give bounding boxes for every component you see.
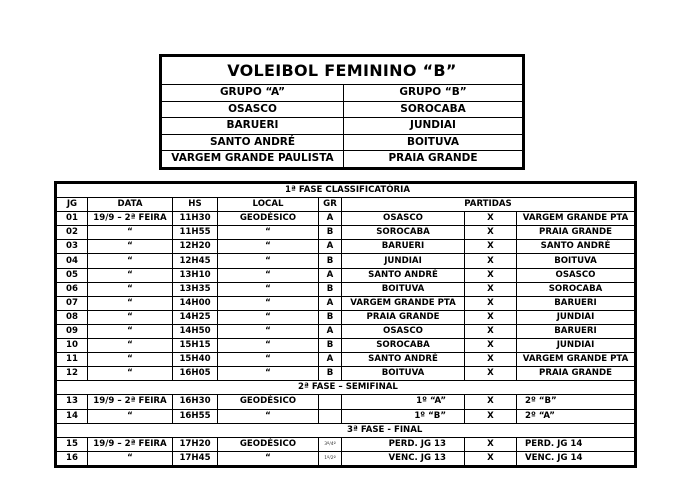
match-local: “ (218, 367, 319, 381)
match-row (56, 226, 636, 240)
match-team1: VENC. JG 13 (342, 451, 465, 466)
match-jg: 10 (56, 339, 88, 353)
match-jg: 09 (56, 324, 88, 338)
match-data: “ (88, 296, 173, 310)
match-vs: X (465, 282, 517, 296)
group-b-team: BOITUVA (344, 134, 524, 151)
match-hs: 13H35 (173, 282, 218, 296)
match-row (56, 268, 636, 282)
match-row (56, 324, 636, 338)
group-a-team: BARUERI (161, 118, 344, 135)
match-team1: JUNDIAI (342, 254, 465, 268)
match-jg: 14 (56, 409, 88, 423)
match-hs: 16H30 (173, 395, 218, 409)
match-team2: VENC. JG 14 (517, 451, 636, 466)
header-data: DATA (88, 198, 173, 212)
match-data: “ (88, 310, 173, 324)
match-team2: 2º “A” (517, 409, 636, 423)
match-gr: B (319, 339, 342, 353)
match-hs: 11H30 (173, 212, 218, 226)
match-local: “ (218, 409, 319, 423)
match-team1: VARGEM GRANDE PTA (342, 296, 465, 310)
match-gr: B (319, 282, 342, 296)
match-hs: 15H40 (173, 353, 218, 367)
match-vs: X (465, 437, 517, 451)
match-team1: BOITUVA (342, 367, 465, 381)
match-data: “ (88, 409, 173, 423)
match-team2: PERD. JG 14 (517, 437, 636, 451)
group-b-team: SOROCABA (344, 101, 524, 118)
group-b-header: GRUPO “B” (344, 85, 524, 102)
header-gr: GR (319, 198, 342, 212)
match-team2: 2º “B” (517, 395, 636, 409)
group-a-team: OSASCO (161, 101, 344, 118)
match-row (56, 254, 636, 268)
phase-title-row (56, 183, 636, 198)
header-jg: JG (56, 198, 88, 212)
match-gr: B (319, 226, 342, 240)
match-hs: 16H05 (173, 367, 218, 381)
match-hs: 17H45 (173, 451, 218, 466)
groups-title: VOLEIBOL FEMININO “B” (161, 56, 524, 85)
match-vs: X (465, 395, 517, 409)
match-jg: 12 (56, 367, 88, 381)
match-gr: 3º/4º (319, 437, 342, 451)
phase-title-cell (56, 423, 636, 437)
match-team1: PERD. JG 13 (342, 437, 465, 451)
match-hs: 14H00 (173, 296, 218, 310)
match-gr: 1º/2º (319, 451, 342, 466)
match-jg: 15 (56, 437, 88, 451)
header-partidas: PARTIDAS (342, 198, 636, 212)
match-hs: 17H20 (173, 437, 218, 451)
match-team2: VARGEM GRANDE PTA (517, 212, 636, 226)
match-vs: X (465, 226, 517, 240)
match-hs: 16H55 (173, 409, 218, 423)
match-local: “ (218, 339, 319, 353)
group-row (161, 101, 524, 118)
match-local: GEODÉSICO (218, 212, 319, 226)
match-hs: 14H25 (173, 310, 218, 324)
match-local: “ (218, 296, 319, 310)
match-local: “ (218, 240, 319, 254)
match-data: “ (88, 353, 173, 367)
match-hs: 12H45 (173, 254, 218, 268)
match-data: “ (88, 240, 173, 254)
match-team1: SANTO ANDRÉ (342, 268, 465, 282)
phase-title-cell (56, 381, 636, 395)
match-jg: 11 (56, 353, 88, 367)
match-row (56, 451, 636, 466)
match-row (56, 395, 636, 409)
match-gr (319, 395, 342, 409)
match-team2: BARUERI (517, 296, 636, 310)
match-team2: SOROCABA (517, 282, 636, 296)
match-local: “ (218, 282, 319, 296)
match-team1: BOITUVA (342, 282, 465, 296)
match-team1: BARUERI (342, 240, 465, 254)
group-a-header: GRUPO “A” (161, 85, 344, 102)
match-team1: 1º “A” (342, 395, 465, 409)
match-team2: SANTO ANDRÉ (517, 240, 636, 254)
match-jg: 02 (56, 226, 88, 240)
match-local: “ (218, 451, 319, 466)
match-data: “ (88, 268, 173, 282)
phase-title-row (56, 423, 636, 437)
match-gr: A (319, 324, 342, 338)
match-vs: X (465, 409, 517, 423)
group-row (161, 151, 524, 169)
match-jg: 16 (56, 451, 88, 466)
match-row (56, 296, 636, 310)
match-gr: A (319, 296, 342, 310)
match-data: “ (88, 339, 173, 353)
match-gr: B (319, 367, 342, 381)
match-vs: X (465, 254, 517, 268)
match-jg: 05 (56, 268, 88, 282)
phase-title-row (56, 381, 636, 395)
match-team1: PRAIA GRANDE (342, 310, 465, 324)
match-jg: 04 (56, 254, 88, 268)
group-row (161, 134, 524, 151)
match-local: “ (218, 268, 319, 282)
match-jg: 06 (56, 282, 88, 296)
match-local: “ (218, 353, 319, 367)
match-row (56, 437, 636, 451)
match-team2: PRAIA GRANDE (517, 367, 636, 381)
match-gr: B (319, 254, 342, 268)
group-b-team: JUNDIAI (344, 118, 524, 135)
match-jg: 07 (56, 296, 88, 310)
match-data: 19/9 – 2ª FEIRA (88, 437, 173, 451)
match-team2: BOITUVA (517, 254, 636, 268)
match-data: 19/9 – 2ª FEIRA (88, 395, 173, 409)
match-hs: 11H55 (173, 226, 218, 240)
match-team2: JUNDIAI (517, 310, 636, 324)
match-team1: OSASCO (342, 324, 465, 338)
match-data: “ (88, 282, 173, 296)
header-hs: HS (173, 198, 218, 212)
match-hs: 13H10 (173, 268, 218, 282)
match-vs: X (465, 310, 517, 324)
match-team2: PRAIA GRANDE (517, 226, 636, 240)
match-row (56, 240, 636, 254)
schedule-table (54, 181, 637, 468)
match-vs: X (465, 353, 517, 367)
match-vs: X (465, 367, 517, 381)
match-jg: 01 (56, 212, 88, 226)
match-team2: OSASCO (517, 268, 636, 282)
match-hs: 12H20 (173, 240, 218, 254)
match-row (56, 353, 636, 367)
match-local: GEODÉSICO (218, 437, 319, 451)
match-row (56, 409, 636, 423)
groups-table (159, 54, 525, 170)
match-gr: A (319, 240, 342, 254)
group-a-team: SANTO ANDRÉ (161, 134, 344, 151)
match-team2: JUNDIAI (517, 339, 636, 353)
match-local: “ (218, 310, 319, 324)
phase-title-cell (56, 183, 636, 198)
match-vs: X (465, 296, 517, 310)
column-header-row (56, 198, 636, 212)
match-vs: X (465, 451, 517, 466)
match-team2: BARUERI (517, 324, 636, 338)
group-a-team: VARGEM GRANDE PAULISTA (161, 151, 344, 169)
match-local: “ (218, 324, 319, 338)
match-data: “ (88, 367, 173, 381)
header-local: LOCAL (218, 198, 319, 212)
match-hs: 14H50 (173, 324, 218, 338)
match-gr: A (319, 212, 342, 226)
match-gr: B (319, 310, 342, 324)
match-vs: X (465, 324, 517, 338)
match-hs: 15H15 (173, 339, 218, 353)
match-row (56, 367, 636, 381)
match-team1: SOROCABA (342, 339, 465, 353)
match-data: 19/9 – 2ª FEIRA (88, 212, 173, 226)
match-gr: A (319, 268, 342, 282)
match-vs: X (465, 212, 517, 226)
match-local: “ (218, 226, 319, 240)
group-row (161, 118, 524, 135)
match-team1: OSASCO (342, 212, 465, 226)
match-data: “ (88, 451, 173, 466)
match-jg: 03 (56, 240, 88, 254)
match-gr: A (319, 353, 342, 367)
match-row (56, 310, 636, 324)
match-data: “ (88, 254, 173, 268)
match-vs: X (465, 240, 517, 254)
match-local: GEODÉSICO (218, 395, 319, 409)
match-jg: 08 (56, 310, 88, 324)
match-gr (319, 409, 342, 423)
match-vs: X (465, 268, 517, 282)
phase-title: 1ª FASE CLASSIFICATÓRIA (285, 185, 411, 196)
match-team1: SANTO ANDRÉ (342, 353, 465, 367)
match-row (56, 212, 636, 226)
match-team2: VARGEM GRANDE PTA (517, 353, 636, 367)
phase-title: 3ª FASE - FINAL (347, 424, 423, 435)
match-team1: 1º “B” (342, 409, 465, 423)
phase-title: 2ª FASE – SEMIFINAL (298, 382, 398, 393)
match-row (56, 339, 636, 353)
match-row (56, 282, 636, 296)
match-team1: SOROCABA (342, 226, 465, 240)
group-b-team: PRAIA GRANDE (344, 151, 524, 169)
match-jg: 13 (56, 395, 88, 409)
match-vs: X (465, 339, 517, 353)
match-data: “ (88, 226, 173, 240)
match-local: “ (218, 254, 319, 268)
match-data: “ (88, 324, 173, 338)
